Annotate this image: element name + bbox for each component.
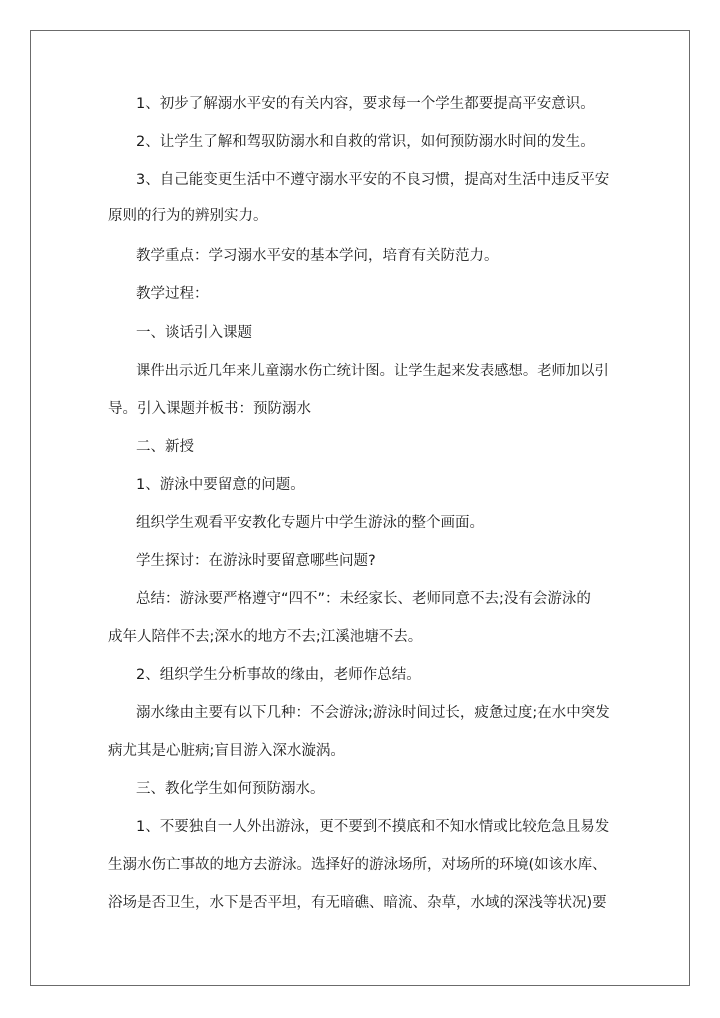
paragraph-14-line-2: 病尤其是心脏病;盲目游入深水漩涡。	[108, 743, 345, 759]
paragraph-3-line-2: 原则的行为的辨别实力。	[108, 208, 268, 224]
paragraph-16-line-2: 生溺水伤亡事故的地方去游泳。选择好的游泳场所，对场所的环境(如该水库、	[108, 857, 607, 873]
paragraph-7-line-2: 导。引入课题并板书：预防溺水	[108, 401, 311, 417]
paragraph-14-line-1: 溺水缘由主要有以下几种：不会游泳;游泳时间过长，疲惫过度;在水中突发	[136, 705, 610, 721]
paragraph-10-line-1: 组织学生观看平安教化专题片中学生游泳的整个画面。	[136, 515, 484, 531]
paragraph-15-heading: 三、教化学生如何预防溺水。	[136, 781, 325, 797]
paragraph-7-line-1: 课件出示近几年来儿童溺水伤亡统计图。让学生起来发表感想。老师加以引	[136, 363, 609, 379]
paragraph-1-line-1: 1、初步了解溺水平安的有关内容，要求每一个学生都要提高平安意识。	[136, 96, 595, 112]
paragraph-12-line-2: 成年人陪伴不去;深水的地方不去;江溪池塘不去。	[108, 629, 423, 645]
paragraph-6-heading: 一、谈话引入课题	[136, 325, 252, 341]
paragraph-9-line-1: 1、游泳中要留意的问题。	[136, 477, 305, 493]
paragraph-11-line-1: 学生探讨：在游泳时要留意哪些问题?	[136, 553, 376, 569]
paragraph-13-line-1: 2、组织学生分析事故的缘由，老师作总结。	[136, 667, 421, 683]
paragraph-4-line-1: 教学重点：学习溺水平安的基本学问，培育有关防范力。	[136, 248, 499, 264]
paragraph-5-line-1: 教学过程：	[136, 286, 209, 302]
paragraph-12-line-1: 总结：游泳要严格遵守“四不”：未经家长、老师同意不去;没有会游泳的	[136, 591, 591, 607]
paragraph-16-line-1: 1、不要独自一人外出游泳，更不要到不摸底和不知水情或比较危急且易发	[136, 819, 610, 835]
paragraph-16-line-3: 浴场是否卫生，水下是否平坦，有无暗礁、暗流、杂草，水域的深浅等状况)要	[108, 895, 607, 911]
paragraph-8-heading: 二、新授	[136, 439, 194, 455]
paragraph-2-line-1: 2、让学生了解和驾驭防溺水和自救的常识，如何预防溺水时间的发生。	[136, 134, 595, 150]
paragraph-3-line-1: 3、自己能变更生活中不遵守溺水平安的不良习惯，提高对生活中违反平安	[136, 172, 610, 188]
